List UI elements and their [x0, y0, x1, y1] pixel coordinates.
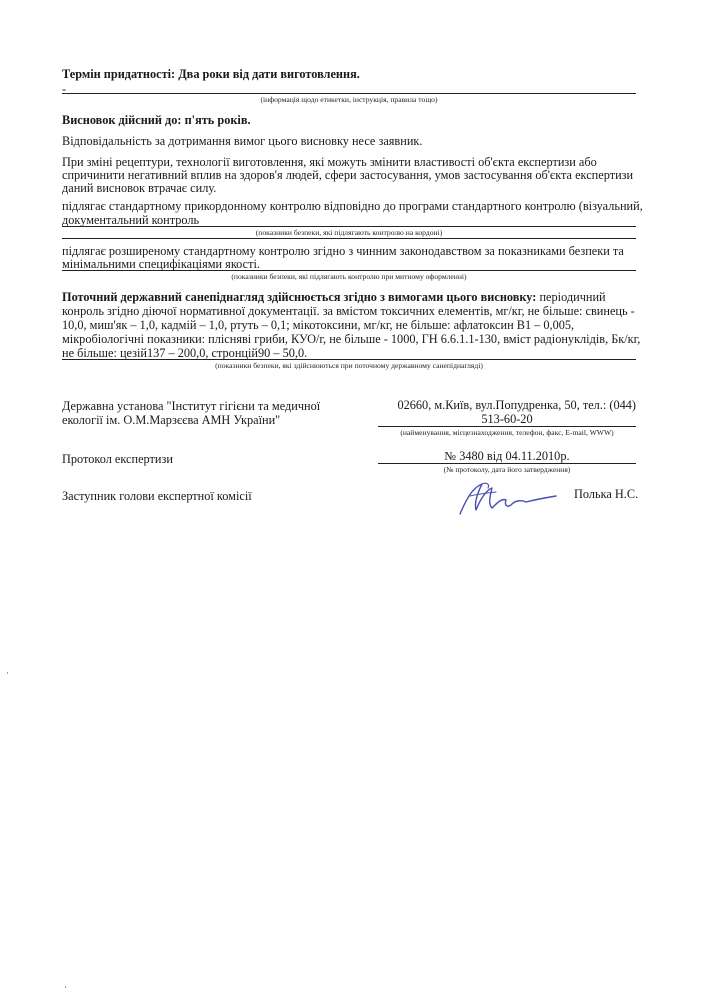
supervision-line-1-rest: періодичний: [536, 290, 606, 304]
supervision-line-4: мікробіологічні показники: плісняві гриби, КУО/г, не більше - 1000, ГН 6.6.1.1-130, вміст радіонуклідів, Бк/кг,: [62, 332, 641, 346]
border-control-line-2: документальний контроль: [62, 213, 200, 227]
institution-name-line-1: Державна установа "Інститут гігієни та медичної: [62, 399, 321, 413]
handwritten-signature: [452, 478, 562, 518]
customs-control-line-2: мінімальними специфікаціями якості.: [62, 257, 260, 271]
shelf-life-label: Термін придатності: Два роки від дати виготовлення.: [62, 67, 360, 81]
customs-control-rule: [62, 270, 636, 271]
border-control-rule: [62, 226, 636, 227]
shelf-life-rule: [62, 93, 636, 94]
institution-address-caption: (найменування, місцезнаходження, телефон, факс, E-mail, WWW): [400, 428, 614, 437]
border-control-line-1: підлягає стандартному прикордонному контролю відповідно до програми стандартного контролю (візуальний,: [62, 199, 643, 213]
supervision-line-5: не більше: цезій137 – 200,0, стронцій90 – 50,0.: [62, 346, 308, 360]
institution-address-line-1: 02660, м.Київ, вул.Попудренка, 50, тел.: (044): [397, 398, 636, 412]
customs-control-top-rule: [62, 238, 636, 239]
customs-control-line-1: підлягає розширеному стандартному контролю згідно з чинним законодавством за показниками безпеки та: [62, 244, 624, 258]
institution-name-line-2: екології ім. О.М.Марзєєва АМН України": [62, 413, 281, 427]
protocol-value: № 3480 від 04.11.2010р.: [444, 449, 570, 463]
supervision-rule: [62, 359, 636, 360]
change-notice-line-1: При зміні рецептури, технології виготовлення, які можуть змінити властивості об'єкта експертизи або: [62, 155, 597, 169]
protocol-rule: [378, 463, 636, 464]
supervision-line-2: конроль згідно діючої нормативної документації. за вмістом токсичних елементів, мг/кг, не більше: свинець -: [62, 304, 635, 318]
shelf-life-caption: (інформація щодо етикетки, інструкція, правила тощо): [260, 95, 438, 104]
change-notice-line-3: даний висновок втрачає силу.: [62, 181, 217, 195]
margin-mark: ·: [6, 668, 9, 678]
signatory-name: Полька Н.С.: [574, 487, 639, 501]
bottom-margin-mark: ·: [64, 982, 67, 992]
supervision-line-3: 10,0, миш'як – 1,0, кадмій – 1,0, ртуть – 0,1; мікотоксини, мг/кг, не більше: афлатоксин В1 – 0,005,: [62, 318, 575, 332]
border-control-caption: (показники безпеки, які підлягають контролю на кордоні): [255, 228, 443, 237]
shelf-life-dash: -: [62, 82, 67, 96]
protocol-caption: (№ протоколу, дата його затвердження): [443, 465, 571, 474]
validity-text: Висновок дійсний до: п'ять років.: [62, 113, 251, 127]
supervision-line-1: [62, 290, 606, 305]
responsibility-text: Відповідальність за дотримання вимог цього висновку несе заявник.: [62, 134, 423, 148]
change-notice-line-2: спричинити негативний вплив на здоров'я людей, сфери застосування, умов застосування об'єкта експертизи: [62, 168, 634, 182]
institution-address-line-2: 513-60-20: [481, 412, 533, 426]
supervision-heading: Поточний державний санепіднагляд здійснюється згідно з вимогами цього висновку:: [62, 290, 537, 304]
signatory-label: Заступник голови експертної комісії: [62, 489, 252, 503]
protocol-label: Протокол експертизи: [62, 452, 173, 466]
supervision-caption: (показники безпеки, які здійснюються при поточному державному санепіднагляді): [215, 361, 483, 370]
institution-address-rule: [378, 426, 636, 427]
customs-control-caption: (показники безпеки, які підлягають контролю при митному оформленні): [231, 272, 467, 281]
